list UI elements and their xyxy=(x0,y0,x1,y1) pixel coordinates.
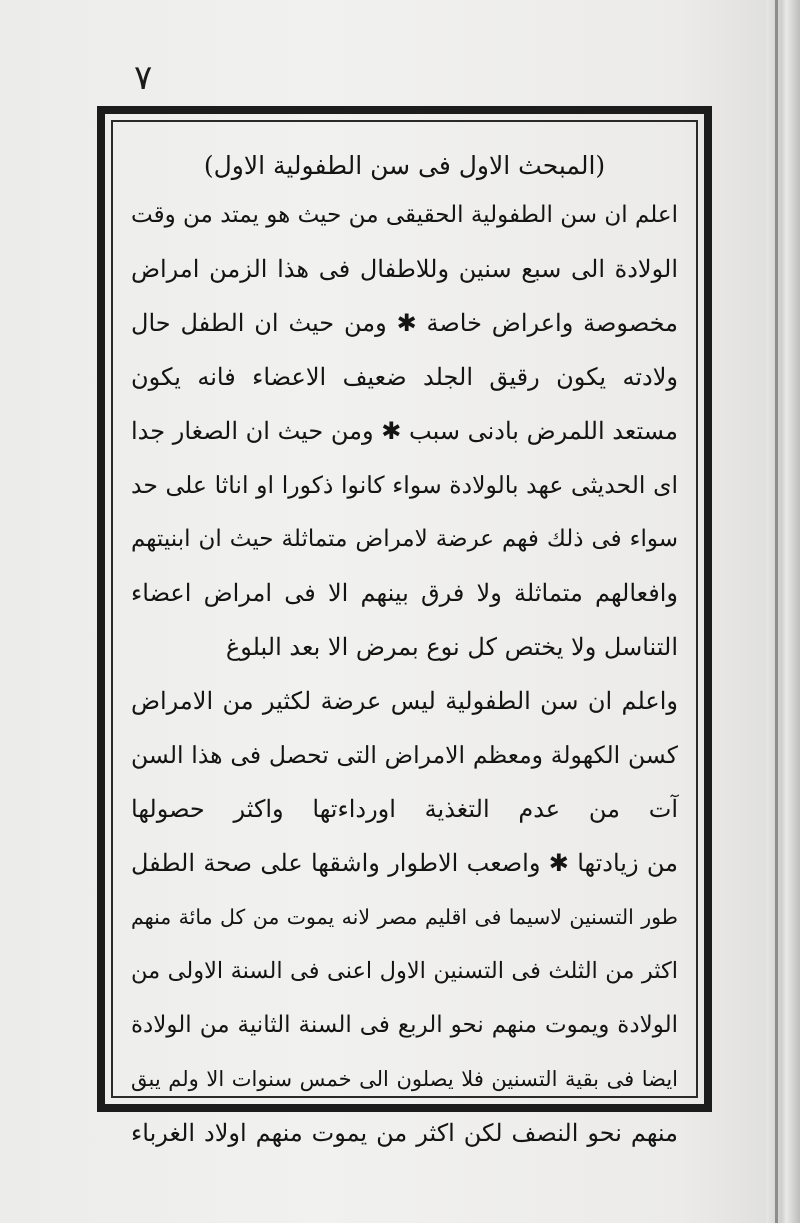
text-line: وافعالهم متماثلة ولا فرق بينهم الا فى امراض اعضاء xyxy=(131,579,678,607)
spine-edge xyxy=(775,0,778,1223)
book-spine xyxy=(766,0,800,1223)
text-line: مستعد اللمرض بادنى سبب ✱ ومن حيث ان الصغار جدا xyxy=(131,417,678,445)
text-line: ولادته يكون رقيق الجلد ضعيف الاعضاء فانه يكون xyxy=(131,363,678,391)
text-line: اكثر من الثلث فى التسنين الاول اعنى فى السنة الاولى من xyxy=(131,958,678,984)
text-line: اى الحديثى عهد بالولادة سواء كانوا ذكورا او اناثا على حد xyxy=(131,471,678,499)
text-block xyxy=(131,134,678,1147)
text-frame xyxy=(97,106,712,1147)
text-line: طور التسنين لاسيما فى اقليم مصر لانه يموت من كل مائة منهم xyxy=(131,905,678,929)
text-line: آت من عدم التغذية اورداءتها واكثر حصولها xyxy=(131,795,678,823)
text-frame-inner-border xyxy=(111,120,698,1147)
text-line: سواء فى ذلك فهم عرضة لامراض متماثلة حيث ان ابنيتهم xyxy=(131,526,678,552)
text-line: مخصوصة واعراض خاصة ✱ ومن حيث ان الطفل حال xyxy=(131,309,678,337)
text-line: ايضا فى بقية التسنين فلا يصلون الى خمس سنوات الا ولم يبق xyxy=(131,1067,678,1091)
text-line: من زيادتها ✱ واصعب الاطوار واشقها على صحة الطفل xyxy=(131,849,678,877)
text-line: واعلم ان سن الطفولية ليس عرضة لكثير من الامراض xyxy=(131,687,678,715)
text-line: التناسل ولا يختص كل نوع بمرض الا بعد البلوغ xyxy=(225,633,678,661)
text-line: كسن الكهولة ومعظم الامراض التى تحصل فى هذا السن xyxy=(131,741,678,769)
text-line: اعلم ان سن الطفولية الحقيقى من حيث هو يمتد من وقت xyxy=(131,202,678,228)
section-heading: (المبحث الاول فى سن الطفولية الاول) xyxy=(203,151,606,180)
text-line: الولادة الى سبع سنين وللاطفال فى هذا الزمن امراض xyxy=(131,255,678,283)
text-line: الولادة ويموت منهم نحو الربع فى السنة الثانية من الولادة xyxy=(131,1012,678,1038)
text-line: منهم نحو النصف لكن اكثر من يموت منهم اولاد الغرباء xyxy=(131,1119,678,1147)
page-number: ٧ xyxy=(134,58,153,98)
